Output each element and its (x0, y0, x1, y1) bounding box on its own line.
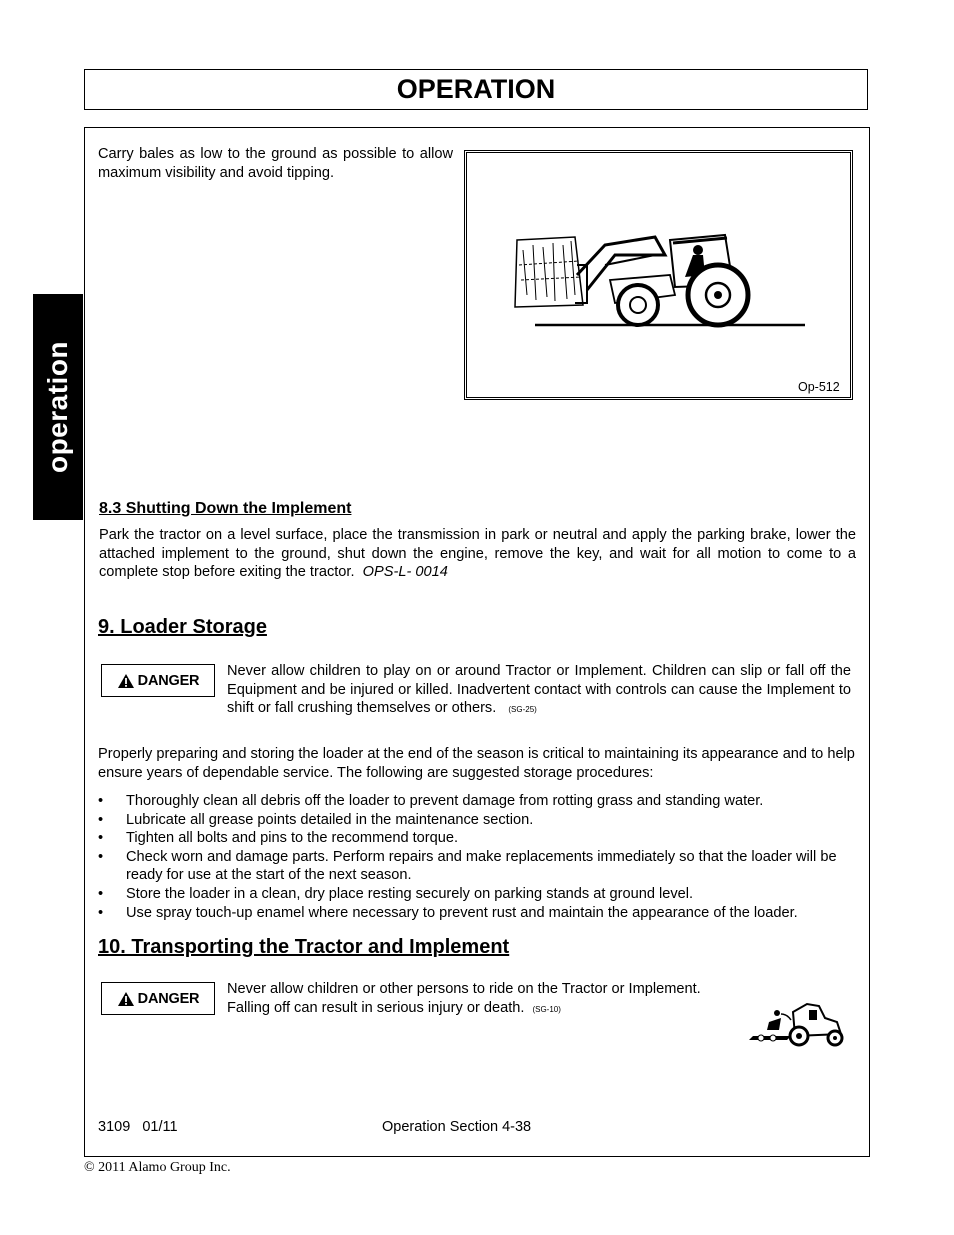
danger-label: DANGER (137, 990, 200, 1007)
danger-code: (SG-10) (532, 1004, 561, 1014)
danger-badge (101, 664, 215, 697)
footer-section: Operation Section 4-38 (382, 1119, 532, 1135)
warning-triangle-icon (117, 991, 135, 1007)
tractor-bale-illustration (505, 225, 810, 335)
list-item: • Lubricate all grease points detailed in the maintenance section. (98, 811, 534, 828)
bullet-icon: • (98, 904, 104, 921)
page-title: OPERATION (396, 74, 556, 104)
danger-message-line2: Falling off can result in serious injury or death. (227, 999, 525, 1016)
danger-code: (SG-25) (508, 705, 537, 715)
storage-intro: Properly preparing and storing the loader at the end of the season is critical to maintaining its appearance and to help ensure years of dependable service. The following are suggested storage procedures: (98, 746, 855, 781)
storage-procedures-list (98, 792, 858, 922)
bullet-icon: • (98, 830, 104, 847)
bullet-icon: • (98, 811, 104, 828)
tractor-rider-warning-icon (747, 1000, 847, 1048)
footer-doc-code: 3109 01/11 (98, 1119, 178, 1135)
bullet-icon: • (98, 848, 104, 865)
section-10-heading: 10. Transporting the Tractor and Implement (98, 936, 510, 958)
list-item: • Use spray touch-up enamel where necessary to prevent rust and maintain the appearance of the loader. (98, 904, 798, 921)
warning-triangle-icon (117, 673, 135, 689)
side-tab-label: operation (42, 340, 73, 474)
figure-label: Op-512 (798, 380, 840, 394)
bale-graphic (515, 237, 583, 307)
danger-message-line1: Never allow children or other persons to ride on the Tractor or Implement. (227, 981, 701, 997)
intro-paragraph: Carry bales as low to the ground as possible to allow maximum visibility and avoid tipping. (98, 146, 453, 181)
section-8-3-heading: 8.3 Shutting Down the Implement (99, 500, 352, 517)
list-item: • Store the loader in a clean, dry place resting securely on parking stands at ground level. (98, 885, 694, 902)
bullet-icon: • (98, 793, 104, 809)
side-tab-label-wrap (33, 294, 83, 520)
danger-badge (101, 982, 215, 1015)
section-8-3-ref: OPS-L- 0014 (362, 564, 448, 581)
danger-message (227, 980, 767, 1019)
list-item: • Thoroughly clean all debris off the loader to prevent damage from rotting grass and standing water. (98, 793, 764, 809)
copyright: © 2011 Alamo Group Inc. (84, 1160, 231, 1175)
bullet-icon: • (98, 885, 104, 902)
section-8-3-body (99, 526, 856, 582)
list-item: • Check worn and damage parts. Perform repairs and make replacements immediately so that the loader will be ready for use at the start of the next season. (98, 848, 837, 884)
list-item: • Tighten all bolts and pins to the recommend torque. (98, 830, 459, 847)
danger-message (227, 662, 851, 720)
danger-label: DANGER (137, 672, 200, 689)
danger-message-text: Never allow children to play on or around Tractor or Implement. Children can slip or fall off the Equipment and be injured or killed. Inadvertent contact with controls can cause the Implement to shift or fall crushing themselves or others. (227, 663, 851, 717)
section-9-heading: 9. Loader Storage (98, 616, 267, 638)
section-8-3-text: Park the tractor on a level surface, place the transmission in park or neutral and apply the parking brake, lower the attached implement to the ground, shut down the engine, remove the key, and wait for all motion to come to a complete stop before exiting the tractor. (99, 527, 856, 581)
